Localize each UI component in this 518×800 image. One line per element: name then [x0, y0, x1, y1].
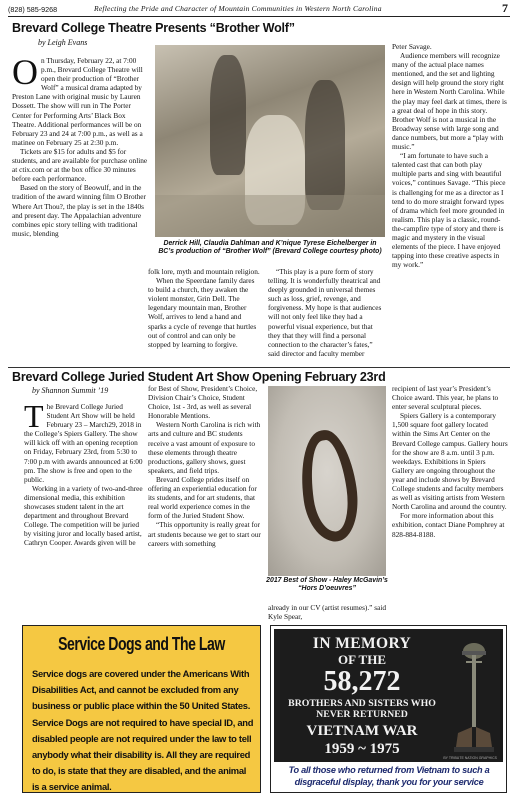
article1-paragraph: Peter Savage. [392, 42, 432, 51]
article1-byline: by Leigh Evans [38, 38, 88, 47]
article1-paragraph: Based on the story of Beowulf, and in the tradition of the award winning film O Brother Where Art Thou?, the play is set in the 1840s and present day. The Appalachian adventure combines epic story telling with traditional music, blending [12, 183, 146, 238]
memorial-line-2: OF THE [337, 652, 387, 667]
page-header [8, 3, 510, 17]
article1-column-4 [392, 42, 508, 368]
article2-paragraph: he Brevard College Juried Student Art Show will be held February 23 – March29, 2018 in the College’s Spiers Gallery. The show will kick off with an opening reception on Friday, February 23rd, from 5:30 to 7:00 p.m with awards announced at 6:00 pm. The show is free and open to the public. [24, 402, 143, 484]
article2-photo [268, 386, 386, 576]
article2-column-2 [148, 384, 262, 622]
article2-paragraph: recipient of last year’s President’s Choice award. This year, he plans to enter several sculptural pieces. [392, 384, 499, 412]
memorial-line-3: 58,272 [323, 666, 401, 697]
article2-paragraph: Working in a variety of two-and-three dimensional media, this exhibition showcases student talent in the art department and throughout Brevard College. The competition will be juried by visiting juror and locally based artist, Cathryn Cooper. Awards given will be [24, 483, 143, 548]
article1-column-3 [268, 267, 386, 367]
service-dogs-ad-body: Service dogs are covered under the Americans With Disabilities Act, and cannot be excluded from any business or public place within the 50 United States. Service Dogs are not required to have special ID, and disabled people are not required under the law to tell anybody what their disability is. All they are required to do, is state that they are disabled, and the animal is a service animal. [32, 668, 254, 793]
article1-paragraph: Audience members will recognize many of the actual place names mentioned, and the set and lighting design will help ground the story right here in Western North Carolina. While the play may feel dark at times, there is a great deal of hope in this story. Brother Wolf is not a musical in the Broadway sense with large song and dance numbers, but more a “play with music.” [392, 51, 507, 152]
article2-column-3 [268, 603, 392, 623]
article2-paragraph: for Best of Show, President’s Choice, Division Chair’s Choice, Student Choice, 1st - 3rd, as well as several Honorable Mentions. [148, 384, 258, 421]
memorial-line-5: VIETNAM WAR [306, 723, 418, 739]
article2-byline: by Shannon Summit ’19 [32, 386, 109, 395]
vietnam-memorial-ad [270, 625, 507, 793]
article2-paragraph: Brevard College prides itself on offering an experiential education for its students, and for art students, that real world experience comes in the form of the Juried Student Show. [148, 474, 257, 521]
memorial-credit: BY TRIBUTE NATION GRAPHICS [443, 756, 497, 760]
page-number: 7 [502, 1, 508, 15]
battle-cross-icon [452, 637, 496, 755]
article1-paragraph: n Thursday, February 22, at 7:00 p.m., Brevard College Theatre will open their production of “Brother Wolf” a musical drama adapted by Preston Lane with original music by Lauren Dossett. The show will run in The Porter Center for Performing Arts’ Black Box Theatre. Additional performances will be on February 23 and 24 at 7:00 p.m., as well as a matinee on February 25 at 2:30 p.m. [12, 56, 143, 147]
article1-column-2 [148, 267, 260, 367]
header-phone: (828) 585-9268 [8, 5, 58, 14]
article1-paragraph: “I am fortunate to have such a talented cast that can both play multiple parts and sing with beautiful voices,” continues Savage. “This piece is challenging for me as a director as I tend to do more straight forward types of drama which feel more grounded in realism. This play is a classic, round-the-campfire type of story and there is magic and mystery in the visual elements of the piece. I have enjoyed tapping into these creative aspects in my work.” [392, 151, 506, 270]
article1-photo [155, 45, 385, 237]
service-dogs-ad-title: Service Dogs and The Law [58, 634, 225, 654]
article1-paragraph: When the Speerdane family dares to build a church, they awaken the violent monster, Grin Dell. The legendary mountain man, Brother Wolf, arrives to lend a hand and sparks a cycle of revenge that hurtles out of control and can only be stopped by learning to forgive. [148, 276, 257, 349]
section-divider [8, 367, 510, 368]
article1-headline: Brevard College Theatre Presents “Brother Wolf” [12, 21, 295, 35]
sculpture-shape [294, 427, 363, 545]
article2-paragraph: For more information about this exhibition, contact Diane Pomphrey at 828-884-8188. [392, 511, 505, 539]
article2-paragraph: Spiers Gallery is a contemporary 1,500 square foot gallery located within the Sims Art Center on the Brevard College campus. Gallery hours for the show are 8 a.m. until 3 p.m. weekdays. Exhibitions in Spiers Gallery are ongoing throughout the year and include shows by Brevard College students and faculty members as well as visiting artists from Western North Carolina and around the country. [392, 411, 508, 512]
article1-paragraph: folk lore, myth and mountain religion. [148, 267, 260, 276]
article1-dropcap: O [12, 56, 38, 92]
article1-paragraph: Tickets are $15 for adults and $5 for students, and are available for purchase online at ctix.com or at the box office 30 minutes before each performance. [12, 146, 148, 184]
memorial-line-4: BROTHERS AND SISTERS WHO NEVER RETURNED [288, 698, 436, 720]
article2-paragraph: already in our CV (artist resumes).” said Kyle Spear, [268, 603, 387, 622]
article2-dropcap: T [24, 402, 44, 434]
memorial-banner [274, 629, 503, 762]
article1-photo-caption: Derrick Hill, Claudia Dahlman and K’nique Tyrese Eichelberger in BC’s production of “Brother Wolf” (Brevard College courtesy photo) [158, 240, 382, 256]
article2-paragraph: “This opportunity is really great for art students because we get to start our careers with something [148, 520, 261, 548]
article2-column-1 [24, 402, 144, 622]
memorial-line-1: IN MEMORY [312, 635, 412, 652]
article2-photo-caption: 2017 Best of Show - Haley McGavin’s “Hors D’oeuvres” [266, 577, 388, 593]
article2-paragraph: Western North Carolina is rich with arts and culture and BC students receive a vast amount of exposure to these elements through theatre productions, gallery shows, guest speakers, and field trips. [148, 420, 261, 475]
article1-paragraph: “This play is a pure form of story telling. It is wonderfully theatrical and deeply grounded in universal themes such as loss, grief, revenge, and forgiveness. My hope is that audiences will not only feel like they had a powerful visual experience, but that they that they will find a personal connection to the character’s fates,” said director and faculty member [268, 267, 382, 358]
article2-column-4 [392, 384, 508, 622]
memorial-line-6: 1959 ~ 1975 [324, 741, 400, 757]
article1-column-1 [12, 56, 148, 376]
header-tagline: Reflecting the Pride and Character of Mountain Communities in Western North Carolina [94, 4, 382, 13]
article2-headline: Brevard College Juried Student Art Show Opening February 23rd [12, 370, 386, 384]
service-dogs-ad [22, 625, 261, 793]
memorial-footer-text: To all those who returned from Vietnam to such a disgraceful display, thank you for your service [288, 765, 490, 787]
